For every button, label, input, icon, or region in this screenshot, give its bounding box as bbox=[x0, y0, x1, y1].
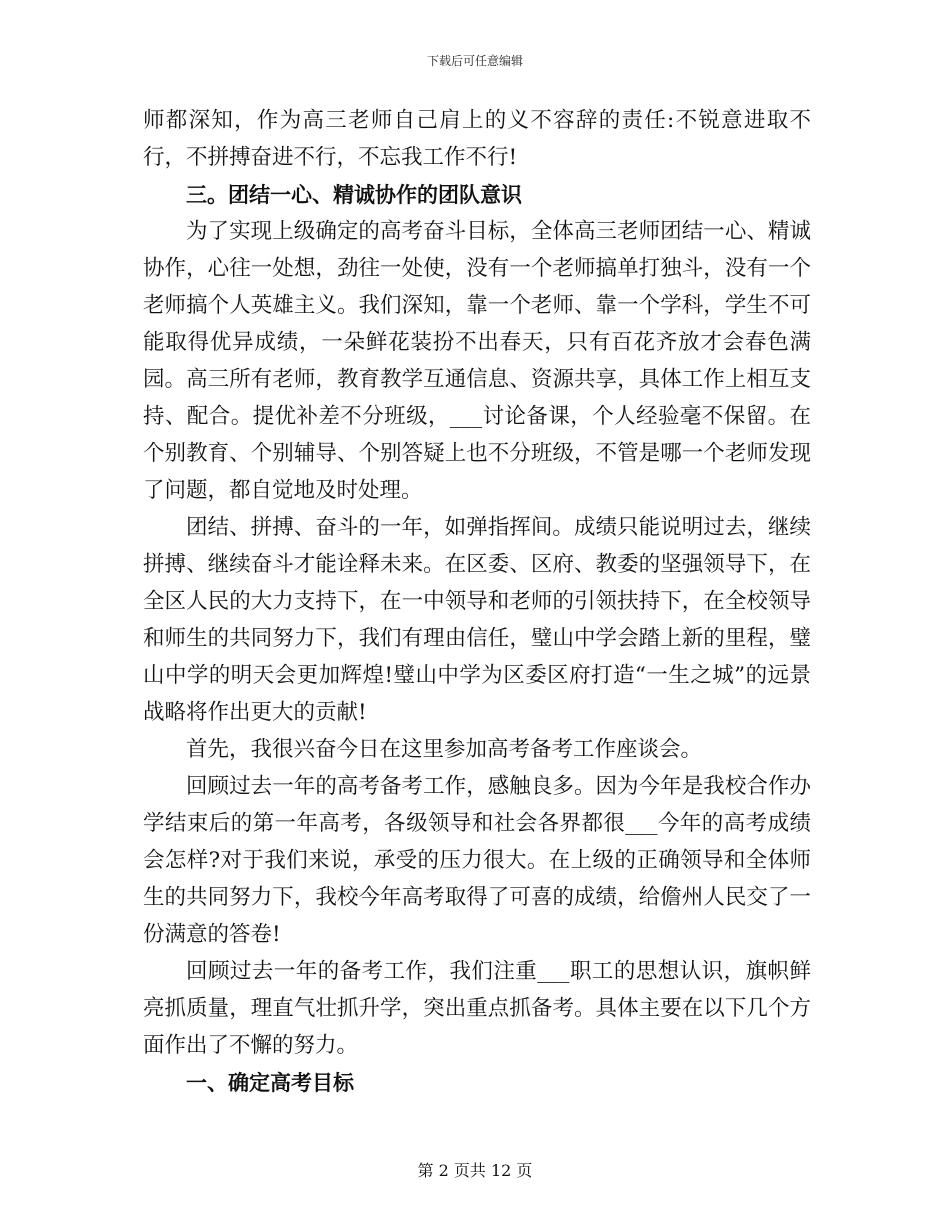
paragraph-greeting: 首先，我很兴奋今日在这里参加高考备考工作座谈会。 bbox=[186, 737, 703, 762]
section-heading-teamwork: 三。团结一心、精诚协作的团队意识 bbox=[186, 182, 522, 207]
document-body bbox=[143, 102, 811, 1101]
paragraph-review: 回顾过去一年的高考备考工作，感触良多。因为今年是我校合作办学结束后的第一年高考，各级领导和社会各界都很___今年的高考成绩会怎样?对于我们来说，承受的压力很大。在上级的正确领导和全体师生的共同努力下，我校今年高考取得了可喜的成绩，给儋州人民交了一份满意的答卷! bbox=[143, 774, 811, 947]
paragraph-efforts: 回顾过去一年的备考工作，我们注重___职工的思想认识，旗帜鲜亮抓质量，理直气壮抓升学，突出重点抓备考。具体主要在以下几个方面作出了不懈的努力。 bbox=[143, 959, 811, 1058]
page-header: 下载后可任意编辑 bbox=[426, 54, 523, 68]
section-heading-goals: 一、确定高考目标 bbox=[186, 1070, 354, 1095]
paragraph-continuation: 师都深知，作为高三老师自己肩上的义不容辞的责任:不锐意进取不行，不拼搏奋进不行，不忘我工作不行! bbox=[143, 108, 811, 170]
page-footer: 第 2 页共 12 页 bbox=[417, 1161, 533, 1180]
paragraph-future: 团结、拼搏、奋斗的一年，如弹指挥间。成绩只能说明过去，继续拼搏、继续奋斗才能诠释未来。在区委、区府、教委的坚强领导下，在全区人民的大力支持下，在一中领导和老师的引领扶持下，在全校领导和师生的共同努力下，我们有理由信任，璧山中学会踏上新的里程，璧山中学的明天会更加辉煌!璧山中学为区委区府打造“一生之城”的远景战略将作出更大的贡献! bbox=[143, 515, 811, 725]
paragraph-teamwork: 为了实现上级确定的高考奋斗目标，全体高三老师团结一心、精诚协作，心往一处想，劲往一处使，没有一个老师搞单打独斗，没有一个老师搞个人英雄主义。我们深知，靠一个老师、靠一个学科，学生不可能取得优异成绩，一朵鲜花装扮不出春天，只有百花齐放才会春色满园。高三所有老师，教育教学互通信息、资源共享，具体工作上相互支持、配合。提优补差不分班级，___讨论备课，个人经验毫不保留。在个别教育、个别辅导、个别答疑上也不分班级，不管是哪一个老师发现了问题，都自觉地及时处理。 bbox=[143, 219, 811, 503]
